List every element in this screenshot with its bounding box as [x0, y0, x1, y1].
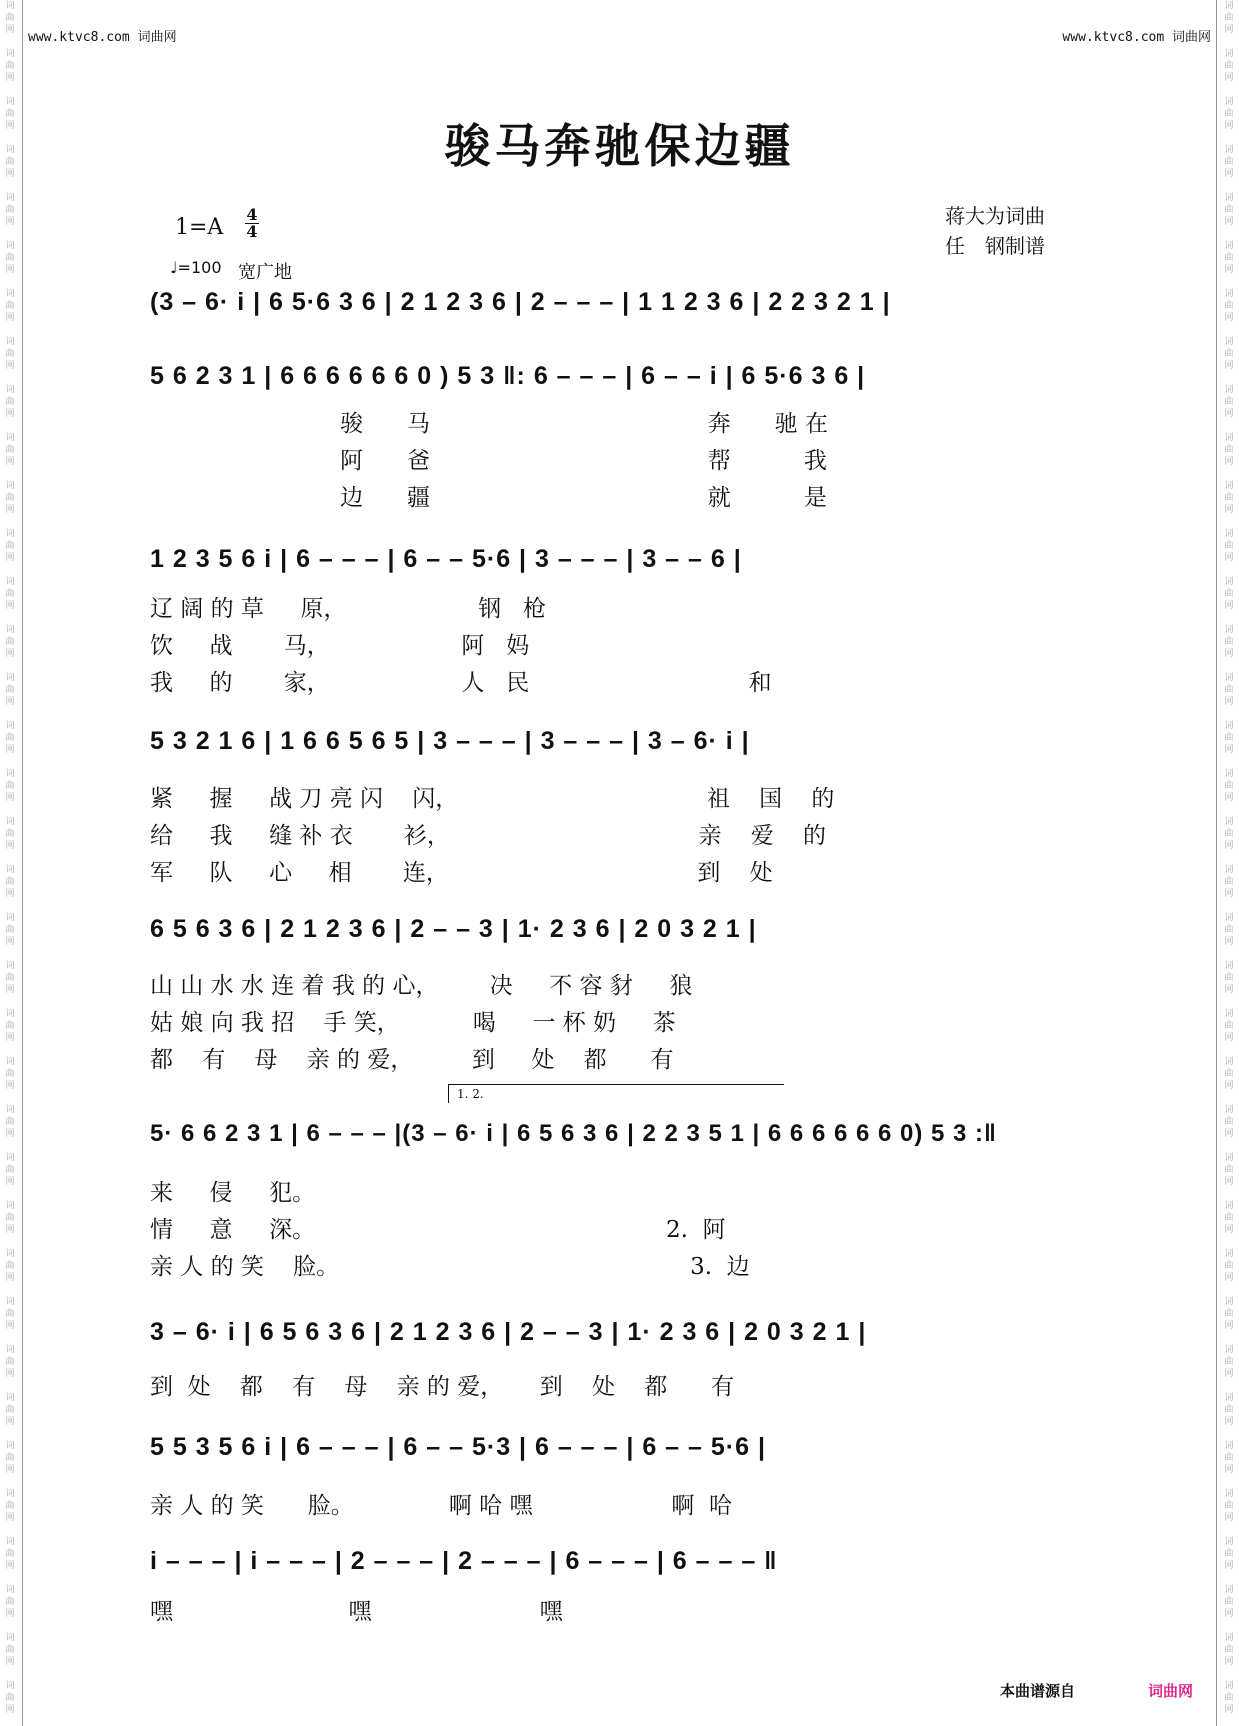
watermark-glyph-block: 词 曲 网	[1224, 865, 1234, 899]
watermark-glyph-block: 词 曲 网	[5, 1633, 15, 1667]
expression-marking: 宽广地	[238, 262, 292, 283]
system-3-lyric-1: 辽 阔 的 草 原， 钢 枪	[150, 596, 547, 622]
system-8-lyric-1: 亲 人 的 笑 脸。 啊 哈 嘿 啊 哈	[150, 1493, 732, 1519]
watermark-glyph-block: 词 曲 网	[1224, 1393, 1234, 1427]
watermark-glyph-block: 词 曲 网	[1224, 1297, 1234, 1331]
watermark-glyph-block: 词 曲 网	[1224, 385, 1234, 419]
watermark-glyph-block: 词 曲 网	[5, 1153, 15, 1187]
time-signature	[245, 207, 259, 240]
system-5-notes: 6 5 6 3 6 | 2 1 2 3 6 | 2 – – 3 | 1· 2 3 6 | 2 0 3 2 1 |	[150, 915, 757, 943]
left-watermark-strip	[0, 0, 20, 1726]
system-5-lyric-2: 姑 娘 向 我 招 手 笑， 喝 一 杯 奶 茶	[150, 1010, 676, 1036]
watermark-glyph-block: 词 曲 网	[1224, 433, 1234, 467]
watermark-glyph-block: 词 曲 网	[5, 1009, 15, 1043]
watermark-glyph-block: 词 曲 网	[1224, 1057, 1234, 1091]
watermark-glyph-block: 词 曲 网	[1224, 961, 1234, 995]
watermark-glyph-block: 词 曲 网	[5, 961, 15, 995]
system-4-lyric-2: 给 我 缝 补 衣 衫， 亲 爱 的	[150, 823, 826, 849]
song-title: 骏马奔驰保边疆	[444, 119, 795, 173]
watermark-glyph-block: 词 曲 网	[5, 673, 15, 707]
watermark-glyph-block: 词 曲 网	[1224, 1537, 1234, 1571]
system-1-notes: (3 – 6· i | 6 5·6 3 6 | 2 1 2 3 6 | 2 – – – | 1 1 2 3 6 | 2 2 3 2 1 |	[150, 288, 891, 316]
right-margin-line	[1216, 0, 1217, 1726]
watermark-glyph-block: 词 曲 网	[1224, 529, 1234, 563]
arranger-credit: 任 钢制谱	[945, 234, 1045, 258]
watermark-glyph-block: 词 曲 网	[5, 1393, 15, 1427]
watermark-glyph-block: 词 曲 网	[1224, 1441, 1234, 1475]
time-numerator: 4	[246, 205, 258, 224]
system-5-lyric-1: 山 山 水 水 连 着 我 的 心， 决 不 容 豺 狼	[150, 973, 693, 999]
system-8-notes: 5 5 3 5 6 i | 6 – – – | 6 – – 5·3 | 6 – – – | 6 – – 5·6 |	[150, 1433, 766, 1461]
watermark-glyph-block: 词 曲 网	[1224, 1201, 1234, 1235]
watermark-glyph-block: 词 曲 网	[5, 97, 15, 131]
watermark-glyph-block: 词 曲 网	[1224, 289, 1234, 323]
footer-source-site[interactable]: 词曲网	[1148, 1682, 1194, 1700]
watermark-glyph-block: 词 曲 网	[1224, 1489, 1234, 1523]
watermark-glyph-block: 词 曲 网	[1224, 97, 1234, 131]
watermark-glyph-block: 词 曲 网	[5, 1537, 15, 1571]
watermark-glyph-block: 词 曲 网	[5, 625, 15, 659]
system-7-lyric-1: 到 处 都 有 母 亲 的 爱， 到 处 都 有	[150, 1374, 735, 1400]
system-3-lyric-2: 饮 战 马， 阿 妈	[150, 633, 530, 659]
key-signature: 1=A	[175, 215, 224, 240]
watermark-glyph-block: 词 曲 网	[1224, 193, 1234, 227]
watermark-glyph-block: 词 曲 网	[5, 1297, 15, 1331]
watermark-glyph-block: 词 曲 网	[1224, 577, 1234, 611]
watermark-glyph-block: 词 曲 网	[1224, 769, 1234, 803]
watermark-glyph-block: 词 曲 网	[1224, 625, 1234, 659]
watermark-glyph-block: 词 曲 网	[1224, 337, 1234, 371]
watermark-glyph-block: 词 曲 网	[5, 1, 15, 35]
watermark-glyph-block: 词 曲 网	[1224, 1585, 1234, 1619]
right-watermark-strip	[1219, 0, 1239, 1726]
watermark-glyph-block: 词 曲 网	[5, 337, 15, 371]
system-4-lyric-1: 紧 握 战 刀 亮 闪 闪， 祖 国 的	[150, 786, 835, 812]
watermark-glyph-block: 词 曲 网	[5, 817, 15, 851]
watermark-glyph-block: 词 曲 网	[5, 1681, 15, 1715]
system-6-lyric-3: 亲 人 的 笑 脸。 3. 边	[150, 1254, 750, 1280]
system-2-lyric-2: 阿 爸 帮 我	[150, 448, 827, 474]
watermark-glyph-block: 词 曲 网	[1224, 721, 1234, 755]
volta-bracket	[448, 1084, 784, 1103]
watermark-glyph-block: 词 曲 网	[5, 1585, 15, 1619]
watermark-glyph-block: 词 曲 网	[5, 1105, 15, 1139]
watermark-glyph-block: 词 曲 网	[5, 1489, 15, 1523]
watermark-glyph-block: 词 曲 网	[1224, 49, 1234, 83]
header-site-right: www.ktvc8.com 词曲网	[1062, 30, 1211, 45]
watermark-glyph-block: 词 曲 网	[5, 1345, 15, 1379]
system-3-notes: 1 2 3 5 6 i | 6 – – – | 6 – – 5·6 | 3 – – – | 3 – – 6 |	[150, 545, 742, 573]
system-7-notes: 3 – 6· i | 6 5 6 3 6 | 2 1 2 3 6 | 2 – – 3 | 1· 2 3 6 | 2 0 3 2 1 |	[150, 1318, 867, 1346]
watermark-glyph-block: 词 曲 网	[5, 385, 15, 419]
watermark-glyph-block: 词 曲 网	[5, 49, 15, 83]
watermark-glyph-block: 词 曲 网	[5, 529, 15, 563]
watermark-glyph-block: 词 曲 网	[1224, 1345, 1234, 1379]
watermark-glyph-block: 词 曲 网	[1224, 1153, 1234, 1187]
watermark-glyph-block: 词 曲 网	[1224, 913, 1234, 947]
tempo-marking: ♩=100	[170, 258, 222, 277]
system-9-notes: i – – – | i – – – | 2 – – – | 2 – – – | 6 – – – | 6 – – – ‖	[150, 1547, 778, 1575]
watermark-glyph-block: 词 曲 网	[1224, 481, 1234, 515]
watermark-glyph-block: 词 曲 网	[1224, 1681, 1234, 1715]
system-4-notes: 5 3 2 1 6 | 1 6 6 5 6 5 | 3 – – – | 3 – – – | 3 – 6· i |	[150, 727, 750, 755]
watermark-glyph-block: 词 曲 网	[1224, 673, 1234, 707]
watermark-glyph-block: 词 曲 网	[5, 1249, 15, 1283]
watermark-glyph-block: 词 曲 网	[5, 913, 15, 947]
watermark-glyph-block: 词 曲 网	[5, 481, 15, 515]
watermark-glyph-block: 词 曲 网	[1224, 1, 1234, 35]
system-6-lyric-2: 情 意 深。 2. 阿	[150, 1217, 726, 1243]
system-4-lyric-3: 军 队 心 相 连， 到 处	[150, 860, 773, 886]
watermark-glyph-block: 词 曲 网	[1224, 1633, 1234, 1667]
watermark-glyph-block: 词 曲 网	[5, 289, 15, 323]
watermark-glyph-block: 词 曲 网	[1224, 1249, 1234, 1283]
watermark-glyph-block: 词 曲 网	[5, 721, 15, 755]
system-6-notes: 5· 6 6 2 3 1 | 6 – – – |(3 – 6· i | 6 5 6 3 6 | 2 2 3 5 1 | 6 6 6 6 6 6 0) 5 3 :‖	[150, 1120, 997, 1147]
watermark-glyph-block: 词 曲 网	[5, 1441, 15, 1475]
system-5-lyric-3: 都 有 母 亲 的 爱， 到 处 都 有	[150, 1047, 674, 1073]
footer-source-label: 本曲谱源自	[1000, 1682, 1076, 1700]
watermark-glyph-block: 词 曲 网	[5, 1201, 15, 1235]
watermark-glyph-block: 词 曲 网	[1224, 817, 1234, 851]
watermark-glyph-block: 词 曲 网	[1224, 241, 1234, 275]
watermark-glyph-block: 词 曲 网	[5, 1057, 15, 1091]
watermark-glyph-block: 词 曲 网	[5, 865, 15, 899]
system-6-lyric-1: 来 侵 犯。	[150, 1180, 316, 1206]
watermark-glyph-block: 词 曲 网	[1224, 1009, 1234, 1043]
composer-credit: 蒋大为词曲	[945, 204, 1045, 228]
watermark-glyph-block: 词 曲 网	[1224, 145, 1234, 179]
left-margin-line	[22, 0, 23, 1726]
watermark-glyph-block: 词 曲 网	[1224, 1105, 1234, 1139]
volta-label: 1. 2.	[457, 1087, 484, 1101]
watermark-glyph-block: 词 曲 网	[5, 577, 15, 611]
time-denominator: 4	[246, 222, 258, 241]
system-2-notes: 5 6 2 3 1 | 6 6 6 6 6 6 0 ) 5 3 ‖: 6 – – – | 6 – – i | 6 5·6 3 6 |	[150, 362, 866, 390]
header-site-left: www.ktvc8.com 词曲网	[28, 30, 177, 45]
watermark-glyph-block: 词 曲 网	[5, 145, 15, 179]
watermark-glyph-block: 词 曲 网	[5, 193, 15, 227]
system-2-lyric-1: 骏 马 奔 驰 在	[150, 411, 828, 437]
watermark-glyph-block: 词 曲 网	[5, 769, 15, 803]
watermark-glyph-block: 词 曲 网	[5, 433, 15, 467]
system-9-lyric-1: 嘿 嘿 嘿	[150, 1599, 563, 1625]
watermark-glyph-block: 词 曲 网	[5, 241, 15, 275]
system-3-lyric-3: 我 的 家， 人 民 和	[150, 670, 772, 696]
system-2-lyric-3: 边 疆 就 是	[150, 485, 827, 511]
